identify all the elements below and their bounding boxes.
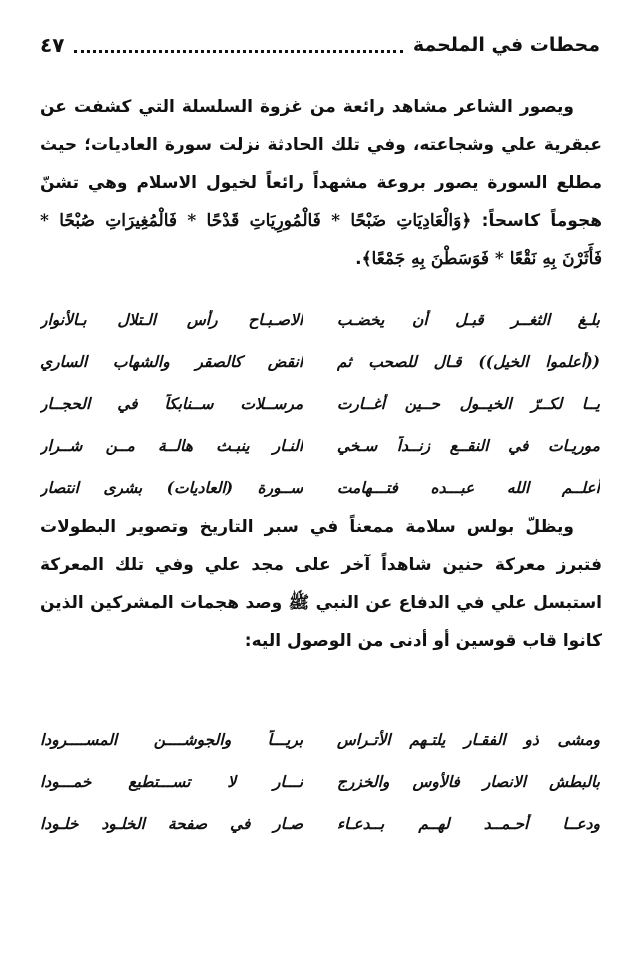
hemistich-right: أعلــم الله عبـــده فتـــهامت [336,477,600,497]
page-number: ٤٧ [40,33,65,57]
hemistich-left: ســورة (العاديات) بشرى انتصار [40,477,304,497]
hemistich-left: النـار ينبـث هالــة مــن شــرار [40,435,304,455]
page-header [40,28,600,62]
paragraph-text-continued: وصد هجمات المشركين الذين كانوا قاب قوسين أو أدنى من الوصول اليه: [40,593,602,651]
verse [40,718,600,760]
poem-al-adiyat [40,298,600,508]
verse [40,466,600,508]
quran-quote: ﴿وَالْعَادِيَاتِ ضَبْحًا * فَالْمُورِيَاتِ قَدْحًا * فَالْمُغِيرَاتِ صُبْحًا * فَأَثَرْنَ بِهِ نَقْعًا * فَوَسَطْنَ بِهِ جَمْعًا﴾ [40,211,602,269]
paragraph-battle-of-hunayn [40,508,602,660]
end-mark: . [355,249,362,269]
verse [40,802,600,844]
hemistich-right: بالبطش الانصار فالأوس والخزرج [336,771,600,791]
hemistich-left: الاصـبـاح رأس الـتلال بـالأنوار [40,309,304,329]
hemistich-right: بلـغ الثغــر قبـل أن يخضـب [336,309,600,329]
hemistich-left: انقض كالصقر والشهاب الساري [40,351,304,371]
verse [40,382,600,424]
paragraph-text: ويظلّ بولس سلامة ممعناً في سبر التاريخ وتصوير البطولات فتبرز معركة حنين شاهداً آخر على مجد علي وفي تلك المعركة استبسل علي في الدفاع عن النبي [40,517,602,613]
verse [40,340,600,382]
hemistich-right: ((أعلموا الخيل)) قـال للصحب ثم [336,351,600,371]
hemistich-right: يــا لكــرّ الخيــول حــين أغــارت [336,393,600,413]
hemistich-left: بريـــاً والجوشــــن المســــرودا [40,729,304,749]
hemistich-right: ودعــا أحـمــد لهــم بــدعـاء [336,813,600,833]
verse [40,424,600,466]
hemistich-left: نـــار لا تســـتطيع خمـــودا [40,771,304,791]
dotted-leader [74,50,402,53]
poem-hunayn [40,718,600,844]
honorific-symbol: ﷺ [288,593,310,613]
verse [40,298,600,340]
running-title: محطات في الملحمة [412,34,600,56]
verse [40,760,600,802]
hemistich-right: ومشى ذو الفقـار يلتـهم الأتـراس [336,729,600,749]
hemistich-right: موريـات في النقــع زنــداً سـخي [336,435,600,455]
hemistich-left: صـار في صفحة الخلـود خلـودا [40,813,304,833]
hemistich-left: مرســلات ســنابكاً في الحجــار [40,393,304,413]
paragraph-surat-al-adiyat [40,88,602,278]
paragraph-text: ويصور الشاعر مشاهد رائعة من غزوة السلسلة التي كشفت عن عبقرية علي وشجاعته، وفي تلك الحادثة نزلت سورة العاديات؛ حيث مطلع السورة يصور بروعة مشهداً رائعاً لخيول الاسلام وهي تشنّ هجوماً كاسحاً: [40,97,603,231]
